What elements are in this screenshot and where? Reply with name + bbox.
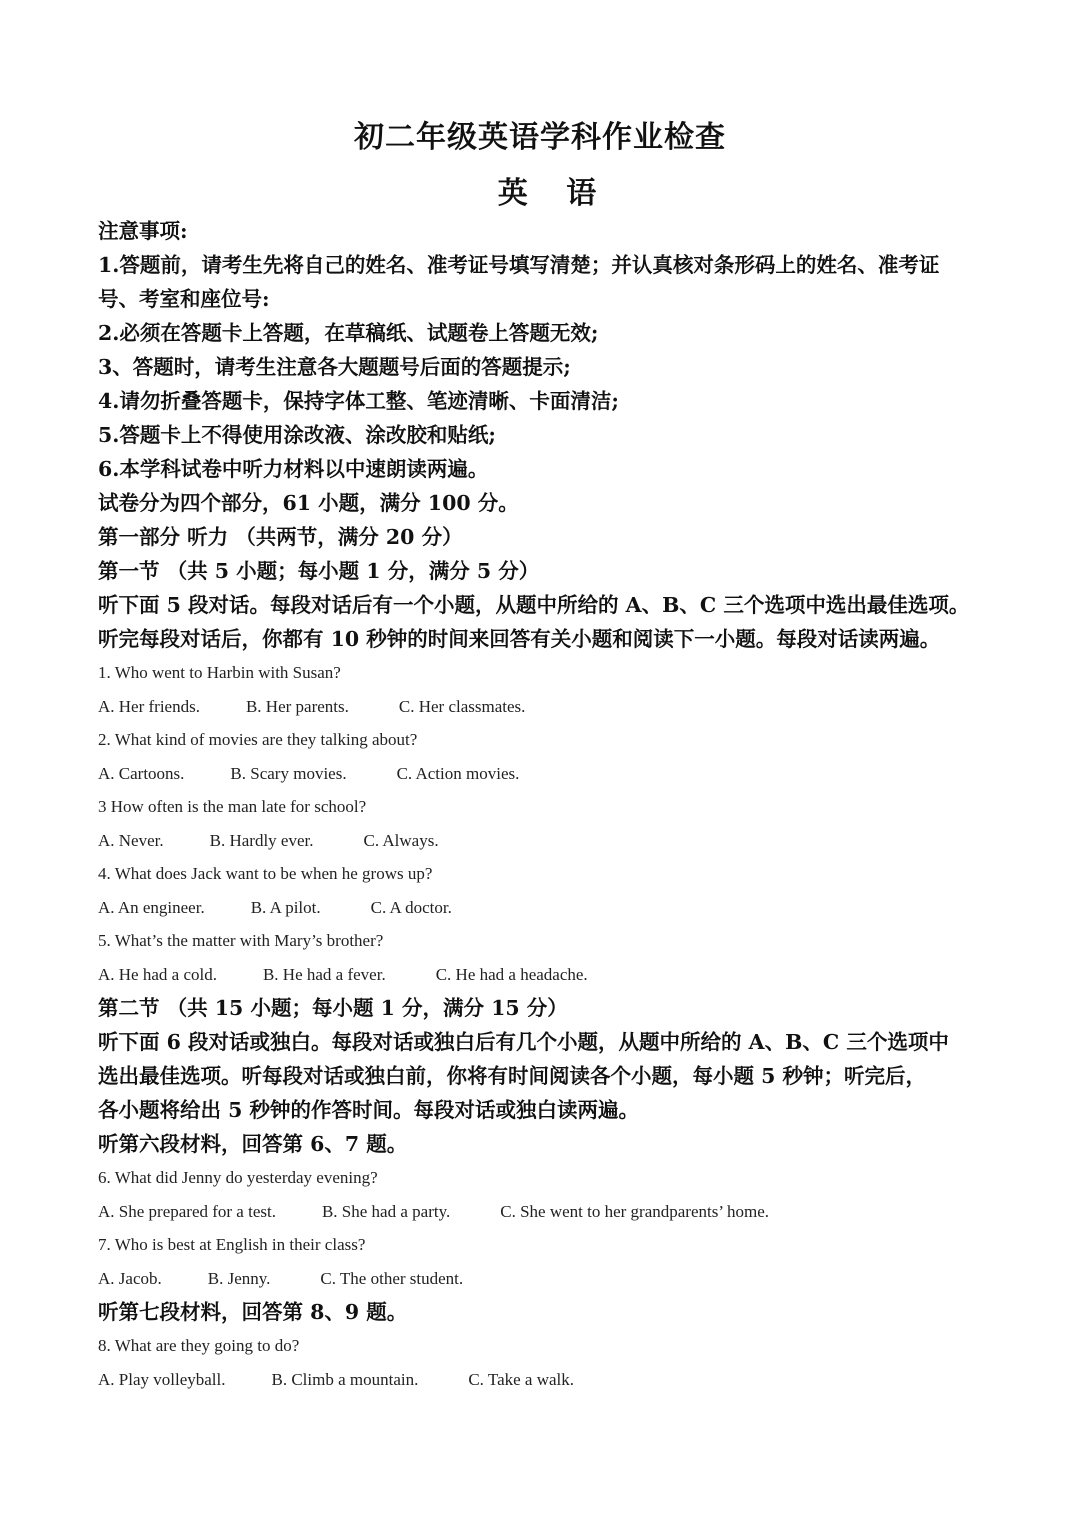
notice-item-6: 6.本学科试卷中听力材料以中速朗读两遍。 [98, 457, 489, 481]
section1-heading: 第一节 （共 5 小题；每小题 1 分，满分 5 分） [98, 559, 540, 583]
question-5-options [98, 958, 998, 992]
option-b: B. Her parents. [245, 696, 349, 716]
option-c: C. Always. [363, 830, 439, 850]
exam-title: 初二年级英语学科作业检查 [354, 120, 726, 155]
option-c: C. A doctor. [370, 897, 452, 917]
question-8-options [98, 1363, 998, 1397]
question-3-options [98, 824, 998, 858]
question-6-options [98, 1195, 998, 1229]
option-b: B. Climb a mountain. [271, 1369, 419, 1389]
option-c: C. Her classmates. [398, 696, 526, 716]
option-a: A. She prepared for a test. [98, 1201, 276, 1221]
section1-instructions-cont: 听完每段对话后，你都有 10 秒钟的时间来回答有关小题和阅读下一小题。每段对话读两遍。 [98, 627, 941, 651]
section2-instructions: 听下面 6 段对话或独白。每段对话或独白后有几个小题，从题中所给的 A、B、C 三个选项中 [98, 1030, 949, 1054]
question-4: 4. What does Jack want to be when he grows up? [98, 864, 433, 883]
part1-heading: 第一部分 听力 （共两节，满分 20 分） [98, 525, 463, 549]
material-7-heading: 听第七段材料，回答第 8、9 题。 [98, 1300, 408, 1324]
option-a: A. Cartoons. [98, 763, 185, 783]
question-2: 2. What kind of movies are they talking about? [98, 730, 418, 749]
option-b: B. A pilot. [250, 897, 321, 917]
material-6-heading: 听第六段材料，回答第 6、7 题。 [98, 1132, 408, 1156]
option-c: C. The other student. [320, 1268, 464, 1288]
notice-item-1: 1.答题前，请考生先将自己的姓名、准考证号填写清楚；并认真核对条形码上的姓名、准考证 [98, 253, 940, 277]
option-b: B. Hardly ever. [209, 830, 314, 850]
option-b: B. He had a fever. [262, 964, 386, 984]
notice-item-4: 4.请勿折叠答题卡，保持字体工整、笔迹清晰、卡面清洁; [98, 389, 619, 413]
exam-content [98, 214, 998, 1396]
option-a: A. Her friends. [98, 696, 200, 716]
option-a: A. An engineer. [98, 897, 205, 917]
question-7-options [98, 1262, 998, 1296]
option-a: A. Jacob. [98, 1268, 162, 1288]
option-c: C. He had a headache. [435, 964, 588, 984]
option-a: A. Play volleyball. [98, 1369, 226, 1389]
option-c: C. Action movies. [396, 763, 520, 783]
option-a: A. He had a cold. [98, 964, 217, 984]
question-3: 3 How often is the man late for school? [98, 797, 367, 816]
question-7: 7. Who is best at English in their class? [98, 1235, 366, 1254]
option-b: B. Scary movies. [230, 763, 347, 783]
notice-item-1-cont: 号、考室和座位号: [98, 287, 270, 311]
notice-item-3: 3、答题时，请考生注意各大题题号后面的答题提示; [98, 355, 571, 379]
subject-title: 英 语 [497, 176, 611, 211]
section2-instructions-cont-2: 各小题将给出 5 秒钟的作答时间。每段对话或独白读两遍。 [98, 1098, 640, 1122]
question-5: 5. What’s the matter with Mary’s brother? [98, 931, 384, 950]
option-c: C. Take a walk. [468, 1369, 575, 1389]
notice-heading: 注意事项: [98, 219, 188, 243]
question-1: 1. Who went to Harbin with Susan? [98, 663, 341, 682]
question-1-options [98, 690, 998, 724]
question-8: 8. What are they going to do? [98, 1336, 300, 1355]
notice-item-2: 2.必须在答题卡上答题，在草稿纸、试题卷上答题无效; [98, 321, 599, 345]
question-2-options [98, 757, 998, 791]
paper-summary: 试卷分为四个部分，61 小题，满分 100 分。 [98, 491, 519, 515]
notice-item-5: 5.答题卡上不得使用涂改液、涂改胶和贴纸; [98, 423, 496, 447]
question-4-options [98, 891, 998, 925]
option-a: A. Never. [98, 830, 164, 850]
section2-heading: 第二节 （共 15 小题；每小题 1 分，满分 15 分） [98, 996, 568, 1020]
option-b: B. She had a party. [321, 1201, 451, 1221]
section1-instructions: 听下面 5 段对话。每段对话后有一个小题，从题中所给的 A、B、C 三个选项中选出最佳选项。 [98, 593, 970, 617]
option-c: C. She went to her grandparents’ home. [500, 1201, 770, 1221]
question-6: 6. What did Jenny do yesterday evening? [98, 1168, 378, 1187]
section2-instructions-cont: 选出最佳选项。听每段对话或独白前，你将有时间阅读各个小题，每小题 5 秒钟；听完后， [98, 1064, 927, 1088]
option-b: B. Jenny. [207, 1268, 271, 1288]
